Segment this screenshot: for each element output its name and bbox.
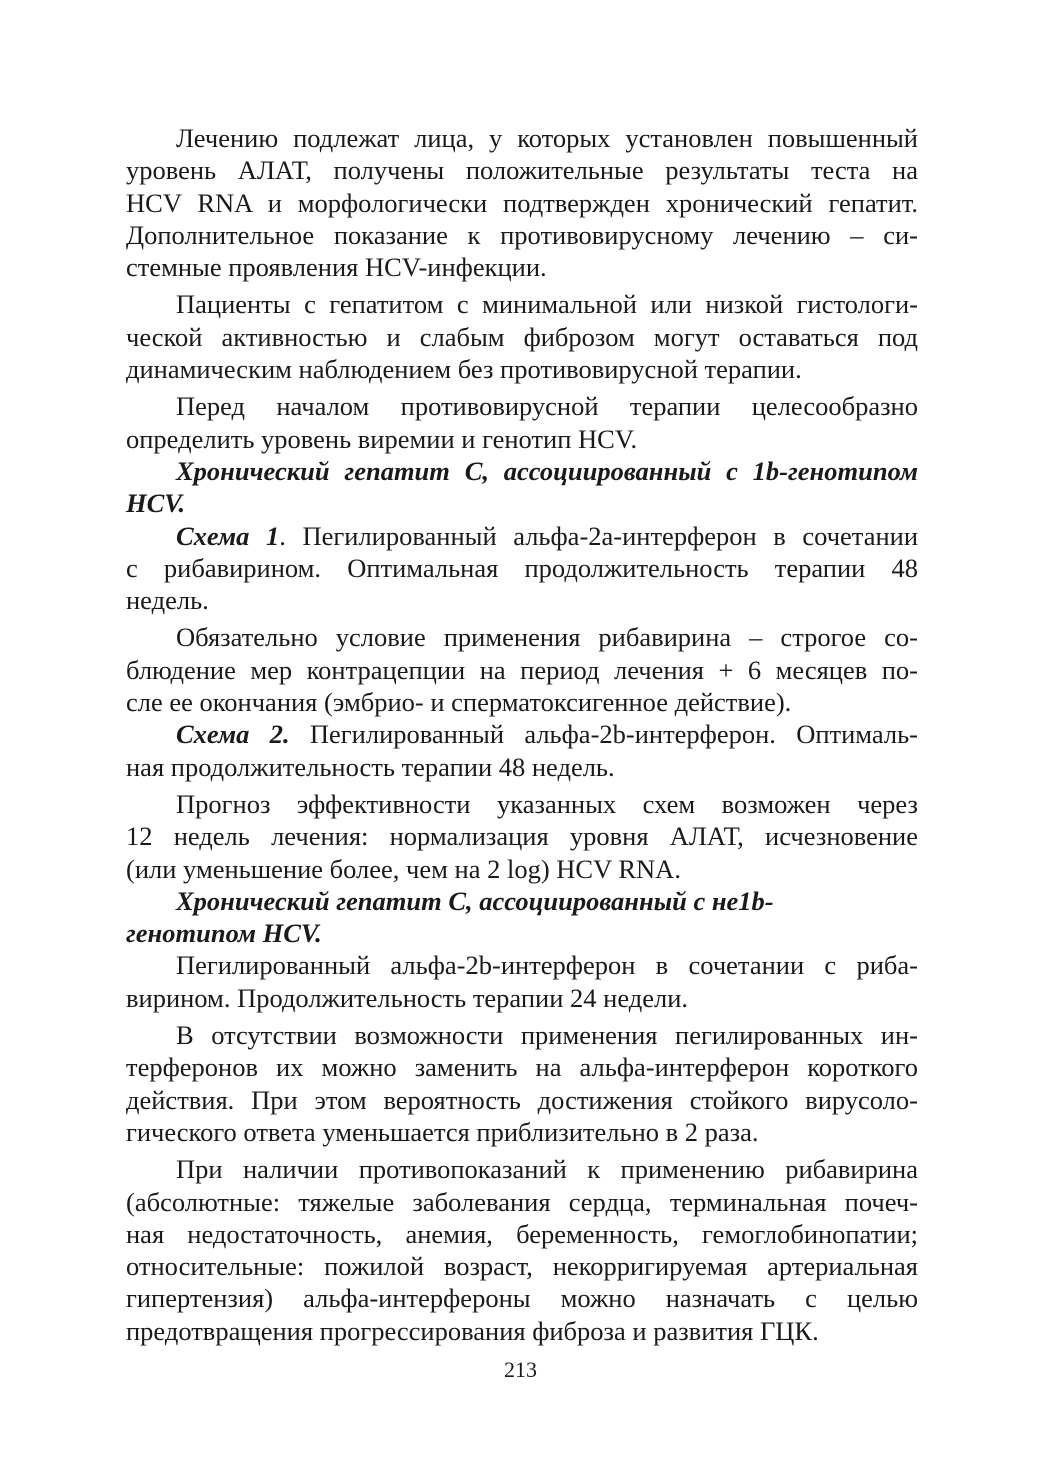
scheme-1-label: Схема 1 <box>176 520 280 551</box>
text-line: Дополнительное показание к противовирусному лечению – си- <box>126 219 918 250</box>
text-line: (абсолютные: тяжелые заболевания сердца, терминальная почеч- <box>126 1186 918 1217</box>
heading-line: Хронический гепатит С, ассоциированный с 1b-генотипом <box>176 455 918 486</box>
text-line: динамическим наблюдением без противовирусной терапии. <box>126 354 802 385</box>
paragraph-2 <box>126 288 918 385</box>
text-line: Лечению подлежат лица, у которых установлен повышенный <box>176 123 918 153</box>
text-line: относительные: пожилой возраст, некорригируемая артериальная <box>126 1251 918 1282</box>
text-run: . Пегилированный альфа-2а-интерферон в сочетании <box>279 520 918 551</box>
text-line: сле ее окончания (эмбрио- и сперматоксигенное действие). <box>126 687 792 718</box>
section-heading-non-1b <box>126 885 918 950</box>
text-line: ческой активностью и слабым фиброзом могут оставаться под <box>126 321 918 352</box>
heading-line: Хронический гепатит С, ассоциированный с не1b- <box>176 885 774 916</box>
text-line: блюдение мер контрацепции на период лечения + 6 месяцев по- <box>126 654 918 685</box>
text-line: недель. <box>126 585 209 616</box>
text-line: вирином. Продолжительность терапии 24 недели. <box>126 982 689 1013</box>
paragraph-contraindications <box>126 1153 918 1347</box>
text-line: При наличии противопоказаний к применению рибавирина <box>176 1154 918 1185</box>
text-line: с рибавирином. Оптимальная продолжительность терапии 48 <box>126 552 918 583</box>
text-line: терферонов их можно заменить на альфа-интерферон короткого <box>126 1052 918 1083</box>
text-line: Перед началом противовирусной терапии целесообразно <box>176 391 918 422</box>
paragraph-prognosis <box>126 788 918 885</box>
paragraph-3 <box>126 390 918 455</box>
paragraph-short-acting <box>126 1019 918 1148</box>
paragraph-scheme-2 <box>126 718 918 783</box>
paragraph-1 <box>126 122 918 283</box>
text-line <box>126 718 918 750</box>
text-line: Обязательно условие применения рибавирина – строгое со- <box>176 622 918 653</box>
text-run: Пегилированный альфа-2b-интерферон. Оптималь- <box>289 719 918 750</box>
text-line: стемные проявления HCV-инфекции. <box>126 252 547 283</box>
text-line: Прогноз эффективности указанных схем возможен через <box>176 788 918 819</box>
paragraph-non-1b-therapy <box>126 949 918 1014</box>
text-line: предотвращения прогрессирования фиброза и развития ГЦК. <box>126 1315 819 1346</box>
text-line: Пегилированный альфа-2b-интерферон в сочетании с риба- <box>176 950 918 981</box>
text-line: гического ответа уменьшается приблизительно в 2 раза. <box>126 1116 759 1147</box>
text-line: действия. При этом вероятность достижения стойкого вирусоло- <box>126 1084 918 1115</box>
scheme-2-label: Схема 2. <box>176 719 290 750</box>
paragraph-scheme-1 <box>126 520 918 617</box>
text-line: HCV RNA и морфологически подтвержден хронический гепатит. <box>126 187 918 218</box>
text-line: 12 недель лечения: нормализация уровня АЛАТ, исчезновение <box>126 821 918 852</box>
text-line: Пациенты с гепатитом с минимальной или низкой гистологи- <box>176 289 918 320</box>
page-number: 213 <box>504 1357 537 1382</box>
heading-line: генотипом HCV. <box>126 918 322 949</box>
paragraph-ribavirin-condition <box>126 621 918 718</box>
text-line: определить уровень виремии и генотип HCV. <box>126 423 638 454</box>
section-heading-1b <box>126 455 918 520</box>
text-line <box>126 520 918 552</box>
text-line: ная недостаточность, анемия, беременность, гемоглобинопатии; <box>126 1218 918 1249</box>
page-text <box>126 122 918 1347</box>
text-line: (или уменьшение более, чем на 2 log) HCV RNA. <box>126 853 681 884</box>
text-line: гипертензия) альфа-интерфероны можно назначать с целью <box>126 1283 918 1314</box>
heading-line: HCV. <box>126 488 186 519</box>
text-line: ная продолжительность терапии 48 недель. <box>126 751 615 782</box>
text-line: В отсутствии возможности применения пегилированных ин- <box>176 1020 918 1051</box>
text-line: уровень АЛАТ, получены положительные результаты теста на <box>126 155 918 186</box>
